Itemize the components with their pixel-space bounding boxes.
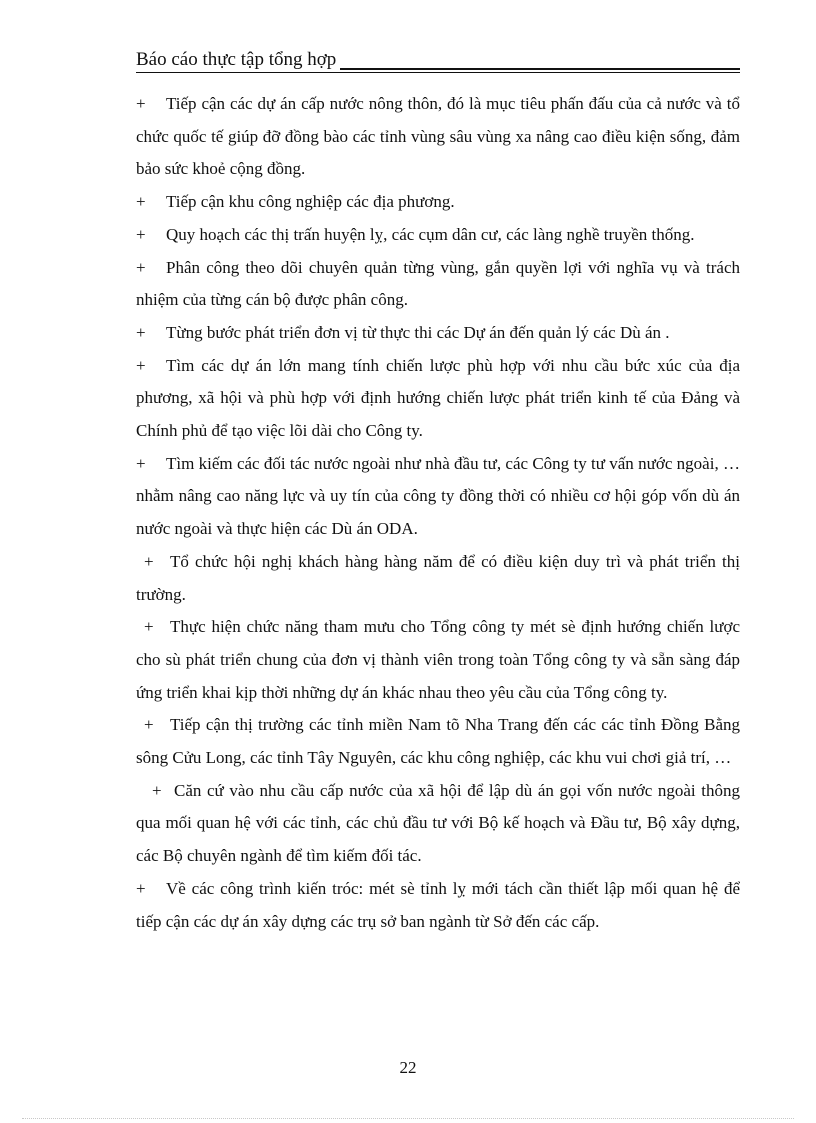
paragraph-11	[136, 775, 740, 873]
bullet-marker: +	[136, 322, 146, 342]
paragraph-text: Tổ chức hội nghị khách hàng hàng năm để có điều kiện duy trì và phát triển thị trường.	[136, 551, 740, 604]
body-content	[136, 88, 740, 938]
paragraph-text: Tiếp cận thị trường các tỉnh miền Nam tõ Nha Trang đến các các tỉnh Đồng Bằng sông Cửu Long, các tỉnh Tây Nguyên, các khu công nghiệp, các khu vui chơi giả trí, …	[136, 715, 740, 768]
page-edge-divider	[22, 1118, 794, 1119]
bullet-marker: +	[136, 192, 146, 212]
bullet-marker: +	[136, 355, 146, 375]
paragraph-text: Căn cứ vào nhu cầu cấp nước của xã hội để lập dù án gọi vốn nước ngoài thông qua mối quan hệ với các tỉnh, các chủ đầu tư với Bộ kế hoạch và Đầu tư, Bộ xây dựng, các Bộ chuyên ngành để tìm kiếm đối tác.	[136, 780, 740, 866]
bullet-marker: +	[144, 617, 154, 637]
paragraph-text: Tìm các dự án lớn mang tính chiến lược phù hợp với nhu cầu bức xúc của địa phương, xã hội và phù hợp với định hướng chiến lược phát triển kinh tế của Đảng và Chính phủ để tạo việc lõi dài cho Công ty.	[136, 355, 740, 441]
bullet-marker: +	[136, 94, 146, 113]
paragraph-8	[136, 546, 740, 611]
bullet-marker: +	[144, 551, 154, 571]
bullet-marker: +	[136, 224, 146, 244]
paragraph-text: Thực hiện chức năng tham mưu cho Tổng công ty mét sè định hướng chiến lược cho sù phát triển chung của đơn vị thành viên trong toàn Tổng công ty và sẵn sàng đáp ứng triển khai kịp thời những dự án khác nhau theo yêu cầu của Tổng công ty.	[136, 617, 740, 702]
page-header	[136, 48, 740, 74]
header-title: Báo cáo thực tập tổng hợp	[136, 48, 340, 72]
paragraph-5	[136, 317, 740, 350]
paragraph-text: Từng bước phát triển đơn vị từ thực thi các Dự án đến quản lý các Dù án .	[166, 322, 670, 342]
bullet-marker: +	[136, 453, 146, 473]
paragraph-text: Về các công trình kiến tróc: mét sè tỉnh lỵ mới tách cần thiết lập mối quan hệ để tiếp cận các dự án xây dựng các trụ sở ban ngành từ Sở đến các cấp.	[136, 878, 740, 931]
paragraph-text: Quy hoạch các thị trấn huyện lỵ, các cụm dân cư, các làng nghề truyền thống.	[166, 224, 695, 244]
paragraph-4	[136, 252, 740, 317]
bullet-marker: +	[136, 257, 146, 277]
paragraph-6	[136, 350, 740, 448]
bullet-marker: +	[144, 715, 154, 735]
paragraph-7	[136, 448, 740, 546]
page-number: 22	[399, 1058, 417, 1077]
paragraph-10	[136, 709, 740, 774]
paragraph-text: Tiếp cận các dự án cấp nước nông thôn, đó là mục tiêu phấn đấu của cả nước và tổ chức quốc tế giúp đỡ đồng bào các tỉnh vùng sâu vùng xa nâng cao điều kiện sống, đảm bảo sức khoẻ cộng đồng.	[136, 94, 740, 179]
bullet-marker: +	[152, 780, 162, 800]
paragraph-9	[136, 611, 740, 709]
paragraph-text: Phân công theo dõi chuyên quản từng vùng, gắn quyền lợi với nghĩa vụ và trách nhiệm của từng cán bộ được phân công.	[136, 257, 740, 310]
paragraph-2	[136, 186, 740, 219]
paragraph-12	[136, 873, 740, 938]
paragraph-1	[136, 88, 740, 186]
paragraph-text: Tiếp cận khu công nghiệp các địa phương.	[166, 192, 455, 212]
paragraph-text: Tìm kiếm các đối tác nước ngoài như nhà đầu tư, các Công ty tư vấn nước ngoài, … nhằm nâng cao năng lực và uy tín của công ty đồng thời có nhiều cơ hội góp vốn dù án nước ngoài và thực hiện các Dù án ODA.	[136, 453, 740, 539]
bullet-marker: +	[136, 878, 146, 898]
paragraph-3	[136, 219, 740, 252]
